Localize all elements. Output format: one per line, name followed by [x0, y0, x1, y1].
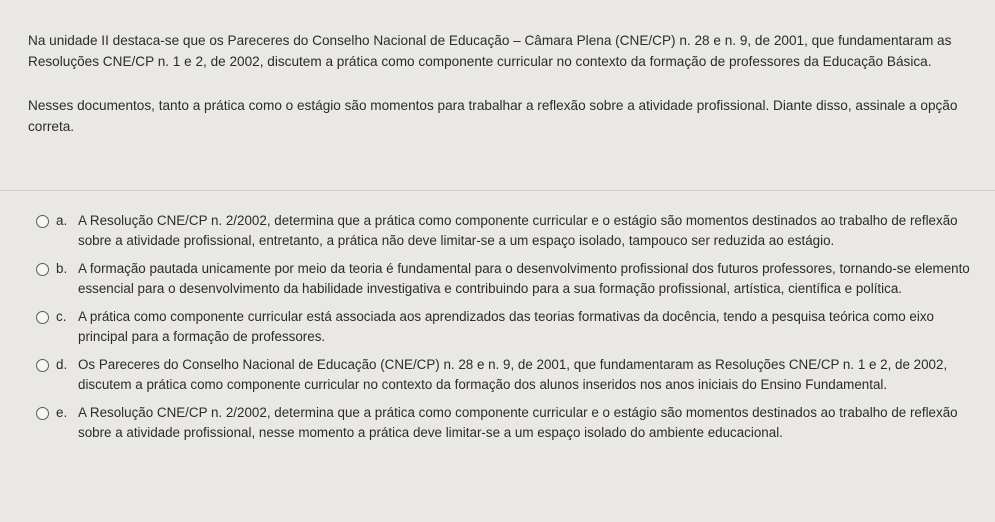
- option-text: A Resolução CNE/CP n. 2/2002, determina que a prática como componente curricular e o estágio são momentos destinados ao trabalho de reflexão sobre a atividade profissional, entretanto, a prática não deve limitar-se a um espaço isolado, tampouco ser reduzida ao estágio.: [78, 213, 958, 248]
- question-paragraph-2: Nesses documentos, tanto a prática como o estágio são momentos para trabalhar a reflexão sobre a atividade profissional. Diante disso, assinale a opção correta.: [28, 98, 958, 134]
- option-d[interactable]: [36, 355, 986, 395]
- radio-button-a[interactable]: [36, 215, 49, 228]
- option-letter: e.: [56, 405, 68, 420]
- radio-button-e[interactable]: [36, 407, 49, 420]
- divider: [0, 190, 995, 191]
- option-b[interactable]: [36, 259, 986, 299]
- option-c[interactable]: [36, 307, 986, 347]
- radio-button-c[interactable]: [36, 311, 49, 324]
- question-statement: [28, 30, 968, 137]
- option-text: A prática como componente curricular está associada aos aprendizados das teorias formativas da docência, tendo a pesquisa teórica como eixo principal para a formação de professores.: [78, 309, 934, 344]
- option-letter: a.: [56, 213, 68, 228]
- option-letter: b.: [56, 261, 68, 276]
- question-paragraph-1: Na unidade II destaca-se que os Pareceres do Conselho Nacional de Educação – Câmara Plena (CNE/CP) n. 28 e n. 9, de 2001, que fundamentaram as Resoluções CNE/CP n. 1 e 2, de 2002, discutem a prática como componente curricular no contexto da formação de professores da Educação Básica.: [28, 33, 952, 69]
- option-letter: d.: [56, 357, 68, 372]
- radio-button-d[interactable]: [36, 359, 49, 372]
- option-e[interactable]: [36, 403, 986, 443]
- option-text: A formação pautada unicamente por meio da teoria é fundamental para o desenvolvimento profissional dos futuros professores, tornando-se elemento essencial para o desenvolvimento da habilidade investigativa e contribuindo para a sua formação profissional, artística, científica e política.: [78, 261, 970, 296]
- option-text: Os Pareceres do Conselho Nacional de Educação (CNE/CP) n. 28 e n. 9, de 2001, que fundamentaram as Resoluções CNE/CP n. 1 e 2, de 2002, discutem a prática como componente curricular no contexto da formação dos alunos inseridos nos anos iniciais do Ensino Fundamental.: [78, 357, 948, 392]
- radio-button-b[interactable]: [36, 263, 49, 276]
- answer-options: [36, 211, 986, 451]
- option-letter: c.: [56, 309, 67, 324]
- option-text: A Resolução CNE/CP n. 2/2002, determina que a prática como componente curricular e o estágio são momentos destinados ao trabalho de reflexão sobre a atividade profissional, nesse momento a prática deve limitar-se a um espaço isolado do ambiente educacional.: [78, 405, 958, 440]
- option-a[interactable]: [36, 211, 986, 251]
